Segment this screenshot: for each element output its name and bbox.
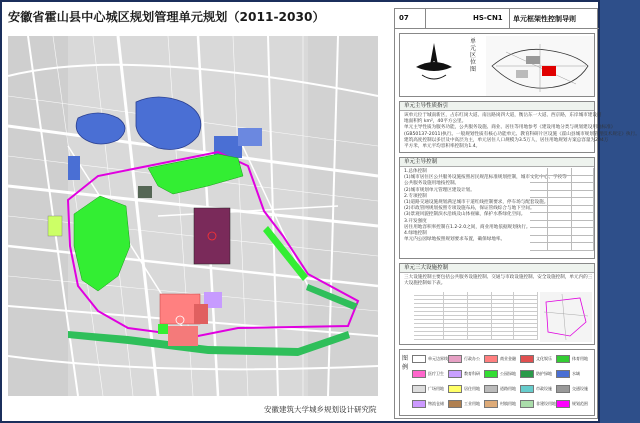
legend-label: 道路用地 bbox=[500, 386, 516, 391]
legend-label: 规划范围 bbox=[572, 401, 588, 406]
unit-code: HS-CN1 bbox=[473, 14, 503, 22]
table-row bbox=[530, 191, 594, 199]
legend-item bbox=[448, 384, 482, 394]
legend-label: 市政设施 bbox=[536, 386, 552, 391]
control-line: 公共服务设施用地按控制。 bbox=[404, 181, 460, 187]
table-row bbox=[530, 198, 594, 206]
overview-heading: 单元主导性质指引 bbox=[400, 102, 594, 111]
legend-item bbox=[556, 399, 590, 409]
legend-swatch bbox=[412, 400, 426, 408]
legend-swatch bbox=[556, 385, 570, 393]
legend-swatch bbox=[556, 400, 570, 408]
control-line: 3.开发强度 bbox=[404, 218, 427, 224]
small-dark-parcel bbox=[138, 186, 152, 198]
blue-parcel bbox=[238, 128, 262, 146]
north-compass-icon bbox=[402, 35, 466, 97]
facilities-heading: 单元三大设施控制 bbox=[400, 264, 594, 273]
overview-line: 单元主导性质为服务功能，公共服务设施、商业、居住等用地参考《建设用地分类与规划建设用地标准》 bbox=[404, 125, 616, 131]
facilities-minimap bbox=[540, 292, 592, 342]
control-line: (2)市政管网规划按照专项设施布局，保证管线综合与地下空间。 bbox=[404, 206, 535, 212]
overview-text bbox=[400, 111, 640, 152]
sheet-number: 07 bbox=[399, 14, 409, 22]
control-line: 居住用地容积率控制在1.2-2.0之间，商业用地依据规划执行。 bbox=[404, 224, 531, 230]
legend-swatch bbox=[412, 385, 426, 393]
legend-swatch bbox=[484, 370, 498, 378]
land-use-map[interactable] bbox=[8, 36, 378, 396]
legend-swatch bbox=[520, 385, 534, 393]
table-row bbox=[530, 176, 594, 184]
control-table bbox=[530, 168, 594, 251]
legend-item bbox=[412, 369, 446, 379]
legend-item bbox=[412, 384, 446, 394]
legend-swatch bbox=[484, 385, 498, 393]
overview-line: (GB50137-2011)执行。一般规划性质有核心功能单元、教育科研片区设施《霍山县城市规划管理技术规定》执行。 bbox=[404, 131, 640, 137]
control-line: 4.绿地控制 bbox=[404, 231, 427, 237]
legend-item bbox=[556, 354, 590, 364]
table-row bbox=[530, 236, 594, 244]
control-line: (1)道路交通设施规划满足城市干道红线控制要求，停车场与配套设施。 bbox=[404, 200, 549, 206]
legend-item bbox=[412, 354, 446, 364]
legend-label: 非建设用地 bbox=[536, 401, 556, 406]
legend-item bbox=[448, 369, 482, 379]
control-section bbox=[399, 157, 595, 259]
table-row bbox=[530, 213, 594, 221]
legend-item bbox=[556, 384, 590, 394]
sheet-name: 单元框架性控制导则 bbox=[513, 15, 576, 23]
legend-label: 教育科研 bbox=[464, 371, 480, 376]
control-line: 1.总体控制 bbox=[404, 169, 427, 174]
facilities-section bbox=[399, 263, 595, 345]
overview-line: 平方米，单元平均容积率控制为1.4。 bbox=[404, 144, 481, 150]
legend-title: 图例 bbox=[402, 355, 409, 371]
facilities-text bbox=[400, 273, 594, 289]
unit-location-highlight bbox=[542, 66, 556, 76]
control-heading: 单元主导控制 bbox=[400, 158, 594, 167]
table-row bbox=[530, 228, 594, 236]
legend-label: 居住用地 bbox=[464, 386, 480, 391]
legend-item bbox=[484, 384, 518, 394]
legend-item bbox=[520, 399, 554, 409]
map-canvas bbox=[8, 36, 378, 396]
legend-label: 行政办公 bbox=[464, 356, 480, 361]
commercial-block bbox=[168, 326, 198, 346]
legend-label: 单元边界线 bbox=[428, 356, 448, 361]
blue-parcel bbox=[68, 156, 80, 180]
commercial-block bbox=[194, 304, 208, 324]
legend-label: 交通设施 bbox=[572, 386, 588, 391]
legend-item bbox=[520, 354, 554, 364]
legend-label: 村镇用地 bbox=[500, 401, 516, 406]
map-legend bbox=[399, 349, 595, 416]
table-row bbox=[530, 206, 594, 214]
legend-swatch bbox=[412, 370, 426, 378]
overview-line: 地面积约 km²，40平方公里。 bbox=[404, 119, 467, 125]
legend-swatch bbox=[448, 400, 462, 408]
table-row bbox=[530, 183, 594, 191]
facilities-table bbox=[414, 292, 538, 340]
legend-label: 公园绿地 bbox=[500, 371, 516, 376]
location-map[interactable] bbox=[399, 33, 595, 97]
control-panel bbox=[394, 8, 640, 419]
table-row bbox=[414, 336, 538, 340]
legend-label: 体育用地 bbox=[572, 356, 588, 361]
legend-item bbox=[484, 354, 518, 364]
legend-swatch bbox=[520, 355, 534, 363]
overview-line: 建筑高度控制以多层及中高层为主，单元居住人口规模为3.5万人，居住用地规划方案总容量为204万 bbox=[404, 137, 609, 143]
legend-swatch bbox=[520, 370, 534, 378]
legend-item bbox=[448, 354, 482, 364]
control-line: 单元内公园绿地按照规划要求布置，确保绿地率。 bbox=[404, 237, 506, 243]
admin-block bbox=[194, 208, 230, 264]
legend-label: 广场用地 bbox=[428, 386, 444, 391]
legend-label: 防护绿地 bbox=[536, 371, 552, 376]
legend-item bbox=[520, 384, 554, 394]
control-line: 2.专项控制 bbox=[404, 193, 427, 199]
control-line: (1)城市居住区公共服务设施按照居民规范标准规划控制，城市文化中心、学校等 bbox=[404, 175, 567, 181]
legend-item bbox=[412, 399, 446, 409]
legend-swatch bbox=[448, 370, 462, 378]
legend-item bbox=[556, 369, 590, 379]
facilities-line: 三大设施控制主要包括公共服务设施控制、交通与市政设施控制、安全设施控制，单元内的三 bbox=[404, 275, 593, 280]
legend-swatch bbox=[448, 385, 462, 393]
green-square bbox=[158, 324, 168, 334]
map-title: 安徽省霍山县中心城区规划管理单元规划（2011-2030） bbox=[8, 10, 325, 24]
overview-line: 该单元位于城南新区，占东红岗大道、南岳路岗四大道，衡岳东一大道、西京路，东岸城市建设用 bbox=[404, 113, 602, 118]
yellow-parcel bbox=[48, 216, 62, 236]
sheet-header bbox=[395, 9, 599, 29]
table-row bbox=[530, 221, 594, 229]
legend-item bbox=[484, 369, 518, 379]
legend-label: 文化娱乐 bbox=[536, 356, 552, 361]
legend-item bbox=[520, 369, 554, 379]
legend-item bbox=[484, 399, 518, 409]
overview-section bbox=[399, 101, 640, 153]
organization-name: 安徽建筑大学城乡规划设计研究院 bbox=[264, 405, 377, 414]
legend-label: 商业金融 bbox=[500, 356, 516, 361]
legend-swatch bbox=[556, 370, 570, 378]
legend-swatch bbox=[484, 400, 498, 408]
control-line: (3)景观风貌控制滨水沿线及山体视廊，保护水系绿化空间。 bbox=[404, 212, 526, 218]
legend-label: 水域 bbox=[572, 371, 580, 376]
legend-label: 医疗卫生 bbox=[428, 371, 444, 376]
legend-label: 工业用地 bbox=[464, 401, 480, 406]
legend-swatch bbox=[520, 400, 534, 408]
legend-swatch bbox=[556, 355, 570, 363]
control-text bbox=[400, 167, 567, 245]
location-map-canvas bbox=[486, 36, 594, 96]
legend-swatch bbox=[484, 355, 498, 363]
legend-item bbox=[448, 399, 482, 409]
table-row bbox=[530, 243, 594, 251]
location-map-label: 单元区位图 bbox=[470, 38, 477, 73]
legend-label: 物流仓储 bbox=[428, 401, 444, 406]
legend-swatch bbox=[412, 355, 426, 363]
legend-swatch bbox=[448, 355, 462, 363]
control-line: (2)城市规划单元管理区建设计划。 bbox=[404, 187, 475, 193]
facilities-line: 大设施控制如下表。 bbox=[404, 281, 446, 287]
table-row bbox=[530, 168, 594, 176]
